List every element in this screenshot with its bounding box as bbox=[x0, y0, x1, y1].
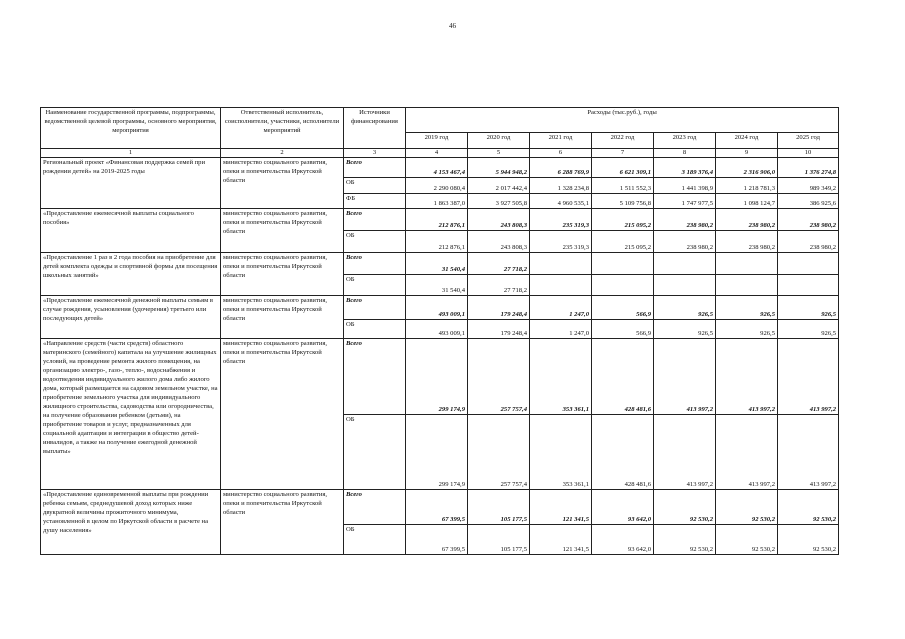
source-label: ОБ bbox=[344, 231, 406, 253]
value-cell: 926,5 bbox=[716, 320, 778, 339]
value-cell: 215 095,2 bbox=[592, 231, 654, 253]
value-cell: 67 399,5 bbox=[406, 490, 468, 525]
value-cell: 92 530,2 bbox=[778, 525, 839, 555]
value-cell: 5 944 948,2 bbox=[468, 158, 530, 178]
header-year-6: 2025 год bbox=[778, 133, 839, 149]
source-label: Всего bbox=[344, 490, 406, 525]
value-cell: 989 349,2 bbox=[778, 178, 839, 194]
row-executor: министерство социального развития, опеки и попечительства Иркутской области bbox=[221, 158, 344, 209]
value-cell: 179 248,4 bbox=[468, 296, 530, 320]
column-number-3: 4 bbox=[406, 149, 468, 158]
value-cell: 92 530,2 bbox=[654, 490, 716, 525]
value-cell: 1 247,0 bbox=[530, 320, 592, 339]
header-source: Источники финансирования bbox=[344, 108, 406, 149]
value-cell: 926,5 bbox=[654, 320, 716, 339]
value-cell: 4 153 467,4 bbox=[406, 158, 468, 178]
value-cell: 238 980,2 bbox=[654, 231, 716, 253]
row-executor: министерство социального развития, опеки и попечительства Иркутской области bbox=[221, 339, 344, 490]
column-number-0: 1 bbox=[41, 149, 221, 158]
value-cell: 926,5 bbox=[716, 296, 778, 320]
column-number-2: 3 bbox=[344, 149, 406, 158]
column-number-8: 9 bbox=[716, 149, 778, 158]
value-cell: 92 530,2 bbox=[778, 490, 839, 525]
value-cell: 2 316 906,0 bbox=[716, 158, 778, 178]
header-year-2: 2021 год bbox=[530, 133, 592, 149]
value-cell: 6 288 769,9 bbox=[530, 158, 592, 178]
row-name: «Предоставление ежемесячной выплаты социального пособия» bbox=[41, 209, 221, 253]
page-number: 46 bbox=[449, 22, 456, 30]
header-expenses: Расходы (тыс.руб.), годы bbox=[406, 108, 839, 133]
source-label: Всего bbox=[344, 339, 406, 415]
value-cell bbox=[530, 253, 592, 275]
value-cell: 31 540,4 bbox=[406, 253, 468, 275]
value-cell: 299 174,9 bbox=[406, 415, 468, 490]
value-cell: 121 341,5 bbox=[530, 490, 592, 525]
value-cell: 493 009,1 bbox=[406, 320, 468, 339]
row-executor: министерство социального развития, опеки и попечительства Иркутской области bbox=[221, 490, 344, 555]
value-cell: 1 218 781,3 bbox=[716, 178, 778, 194]
value-cell bbox=[716, 253, 778, 275]
value-cell: 493 009,1 bbox=[406, 296, 468, 320]
row-executor: министерство социального развития, опеки и попечительства Иркутской области bbox=[221, 296, 344, 339]
header-year-5: 2024 год bbox=[716, 133, 778, 149]
value-cell: 238 980,2 bbox=[716, 231, 778, 253]
value-cell: 238 980,2 bbox=[716, 209, 778, 231]
value-cell: 27 718,2 bbox=[468, 253, 530, 275]
value-cell: 428 481,6 bbox=[592, 415, 654, 490]
value-cell: 67 399,5 bbox=[406, 525, 468, 555]
row-name: «Предоставление 1 раз в 2 года пособия на приобретение для детей комплекта одежды и спортивной формы для посещения школьных занятий» bbox=[41, 253, 221, 296]
value-cell: 257 757,4 bbox=[468, 415, 530, 490]
row-name: Региональный проект «Финансовая поддержка семей при рождении детей» на 2019-2025 годы bbox=[41, 158, 221, 209]
value-cell: 1 511 552,3 bbox=[592, 178, 654, 194]
value-cell: 428 481,6 bbox=[592, 339, 654, 415]
source-label: Всего bbox=[344, 253, 406, 275]
value-cell bbox=[592, 275, 654, 296]
row-name: «Предоставление ежемесячной денежной выплаты семьям в случае рождения, усыновления (удочерения) третьего или последующих детей» bbox=[41, 296, 221, 339]
value-cell: 566,9 bbox=[592, 296, 654, 320]
value-cell: 413 997,2 bbox=[716, 339, 778, 415]
source-label: ОБ bbox=[344, 320, 406, 339]
value-cell: 105 177,5 bbox=[468, 525, 530, 555]
header-executor: Ответственный исполнитель, соисполнители, участники, исполнители мероприятий bbox=[221, 108, 344, 149]
row-executor: министерство социального развития, опеки и попечительства Иркутской области bbox=[221, 253, 344, 296]
value-cell: 386 925,6 bbox=[778, 194, 839, 209]
table-row bbox=[41, 253, 839, 275]
value-cell: 92 530,2 bbox=[716, 525, 778, 555]
value-cell: 926,5 bbox=[654, 296, 716, 320]
value-cell: 413 997,2 bbox=[716, 415, 778, 490]
value-cell: 3 189 376,4 bbox=[654, 158, 716, 178]
column-number-7: 8 bbox=[654, 149, 716, 158]
value-cell bbox=[716, 275, 778, 296]
value-cell: 31 540,4 bbox=[406, 275, 468, 296]
value-cell: 243 808,3 bbox=[468, 231, 530, 253]
value-cell: 1 376 274,8 bbox=[778, 158, 839, 178]
header-year-3: 2022 год bbox=[592, 133, 654, 149]
value-cell: 299 174,9 bbox=[406, 339, 468, 415]
value-cell: 1 247,0 bbox=[530, 296, 592, 320]
value-cell: 413 997,2 bbox=[778, 415, 839, 490]
header-year-0: 2019 год bbox=[406, 133, 468, 149]
value-cell: 238 980,2 bbox=[654, 209, 716, 231]
value-cell: 1 863 387,0 bbox=[406, 194, 468, 209]
value-cell bbox=[778, 253, 839, 275]
row-name: «Предоставление единовременной выплаты при рождении ребенка семьям, среднедушевой доход которых ниже двукратной величины прожиточного минимума, установленной в целом по Иркутской области в расчете на душу населения» bbox=[41, 490, 221, 555]
table-row bbox=[41, 209, 839, 231]
column-number-4: 5 bbox=[468, 149, 530, 158]
source-label: Всего bbox=[344, 296, 406, 320]
value-cell: 1 747 977,5 bbox=[654, 194, 716, 209]
source-label: ФБ bbox=[344, 194, 406, 209]
source-label: Всего bbox=[344, 209, 406, 231]
column-number-6: 7 bbox=[592, 149, 654, 158]
value-cell: 105 177,5 bbox=[468, 490, 530, 525]
value-cell: 5 109 756,8 bbox=[592, 194, 654, 209]
value-cell: 215 095,2 bbox=[592, 209, 654, 231]
value-cell: 93 642,0 bbox=[592, 525, 654, 555]
value-cell: 93 642,0 bbox=[592, 490, 654, 525]
value-cell: 121 341,5 bbox=[530, 525, 592, 555]
value-cell: 926,5 bbox=[778, 320, 839, 339]
value-cell: 235 319,3 bbox=[530, 209, 592, 231]
table-row bbox=[41, 339, 839, 415]
value-cell: 566,9 bbox=[592, 320, 654, 339]
value-cell: 2 290 080,4 bbox=[406, 178, 468, 194]
value-cell bbox=[654, 275, 716, 296]
source-label: ОБ bbox=[344, 415, 406, 490]
value-cell: 92 530,2 bbox=[716, 490, 778, 525]
value-cell: 4 960 535,1 bbox=[530, 194, 592, 209]
value-cell: 179 248,4 bbox=[468, 320, 530, 339]
value-cell: 353 361,1 bbox=[530, 415, 592, 490]
table-row bbox=[41, 490, 839, 525]
value-cell: 1 441 398,9 bbox=[654, 178, 716, 194]
value-cell: 243 808,3 bbox=[468, 209, 530, 231]
value-cell: 3 927 505,8 bbox=[468, 194, 530, 209]
value-cell: 235 319,3 bbox=[530, 231, 592, 253]
value-cell: 413 997,2 bbox=[654, 415, 716, 490]
source-label: ОБ bbox=[344, 178, 406, 194]
header-year-1: 2020 год bbox=[468, 133, 530, 149]
value-cell: 1 328 234,8 bbox=[530, 178, 592, 194]
source-label: ОБ bbox=[344, 525, 406, 555]
value-cell: 2 017 442,4 bbox=[468, 178, 530, 194]
value-cell: 6 621 309,1 bbox=[592, 158, 654, 178]
value-cell: 27 718,2 bbox=[468, 275, 530, 296]
value-cell: 926,5 bbox=[778, 296, 839, 320]
value-cell: 1 098 124,7 bbox=[716, 194, 778, 209]
value-cell: 353 361,1 bbox=[530, 339, 592, 415]
value-cell: 238 980,2 bbox=[778, 231, 839, 253]
value-cell: 413 997,2 bbox=[778, 339, 839, 415]
table-row bbox=[41, 296, 839, 320]
table-row bbox=[41, 158, 839, 178]
value-cell bbox=[530, 275, 592, 296]
column-number-1: 2 bbox=[221, 149, 344, 158]
value-cell bbox=[592, 253, 654, 275]
header-program: Наименование государственной программы, подпрограммы, ведомственной целевой программы, основного мероприятия, мероприятия bbox=[41, 108, 221, 149]
source-label: ОБ bbox=[344, 275, 406, 296]
value-cell: 212 876,1 bbox=[406, 209, 468, 231]
header-year-4: 2023 год bbox=[654, 133, 716, 149]
row-executor: министерство социального развития, опеки и попечительства Иркутской области bbox=[221, 209, 344, 253]
value-cell: 238 980,2 bbox=[778, 209, 839, 231]
value-cell: 257 757,4 bbox=[468, 339, 530, 415]
value-cell bbox=[778, 275, 839, 296]
source-label: Всего bbox=[344, 158, 406, 178]
value-cell bbox=[654, 253, 716, 275]
value-cell: 212 876,1 bbox=[406, 231, 468, 253]
row-name: «Направление средств (части средств) областного материнского (семейного) капитала на улучшение жилищных условий, на проведение ремонта жилого помещения, на организацию электро-, газо-, тепло-, водоснабжения и водоотведения индивидуального жилого дома либо жилого дома, который размещается на садовом земельном участке, на приобретение земельного участка для индивидуального жилищного строительства, садоводства или огородничества, на получение образования ребенком (детьми), на приобретение товаров и услуг, предназначенных для социальной адаптации и интеграции в общество детей-инвалидов, а также на получение ежегодной денежной выплаты» bbox=[41, 339, 221, 490]
budget-table bbox=[40, 107, 839, 555]
value-cell: 92 530,2 bbox=[654, 525, 716, 555]
column-number-5: 6 bbox=[530, 149, 592, 158]
column-number-9: 10 bbox=[778, 149, 839, 158]
value-cell: 413 997,2 bbox=[654, 339, 716, 415]
